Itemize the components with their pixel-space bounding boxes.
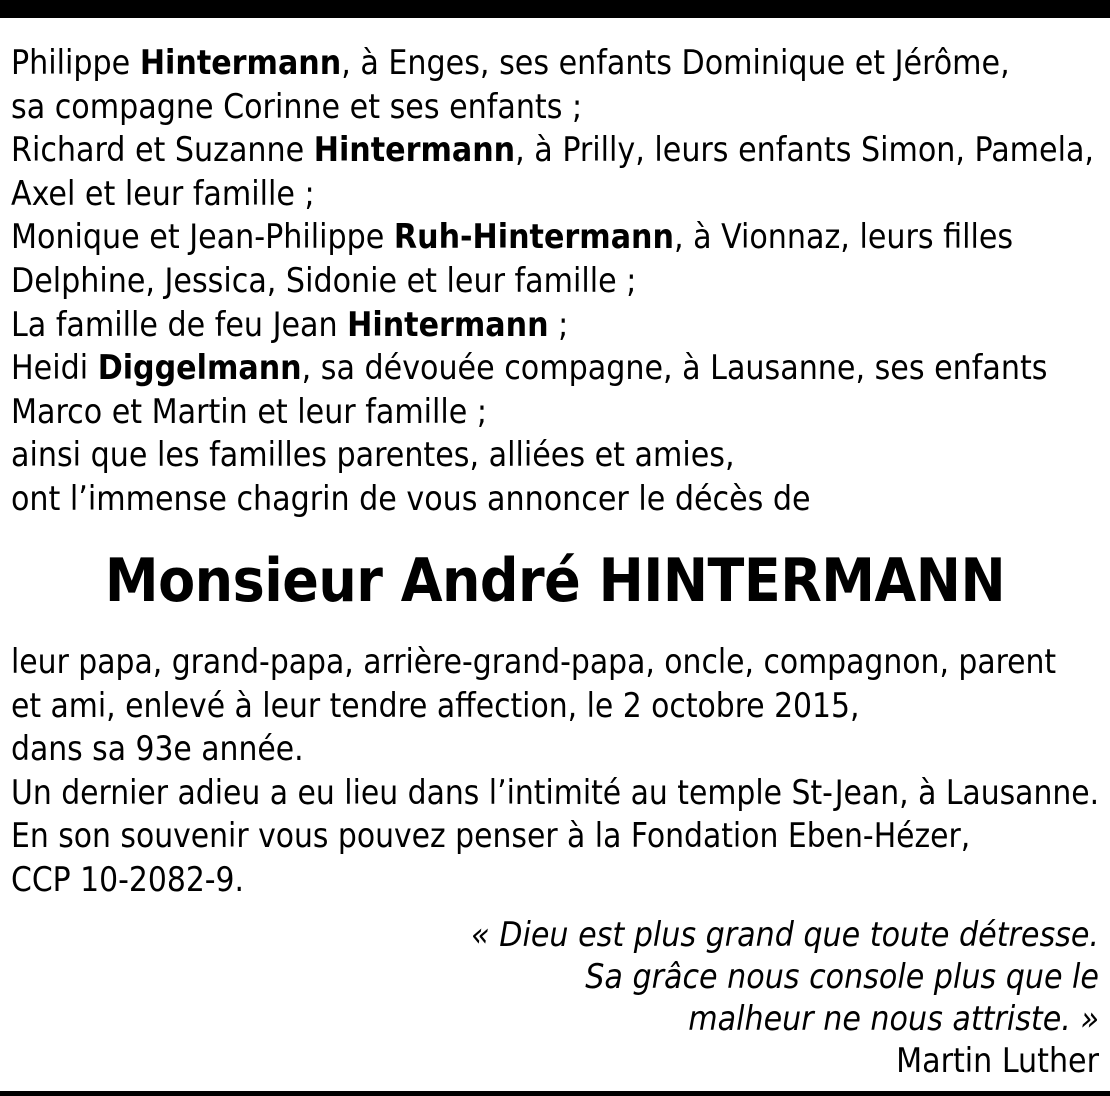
- family-line: Delphine, Jessica, Sidonie et leur famille ;: [11, 260, 637, 300]
- detail-line: dans sa 93e année.: [11, 729, 304, 769]
- family-line: Monique et Jean-Philippe Ruh-Hintermann, à Vionnaz, leurs filles: [11, 217, 1014, 257]
- quote-line: Sa grâce nous console plus que le: [585, 957, 1099, 996]
- family-surname: Ruh-Hintermann: [393, 217, 674, 257]
- family-line: sa compagne Corinne et ses enfants ;: [11, 86, 583, 126]
- family-line: Philippe Hintermann, à Enges, ses enfants Dominique et Jérôme,: [11, 43, 1010, 82]
- quote-block: [471, 914, 1099, 1082]
- detail-line: CCP 10-2082-9.: [11, 859, 245, 899]
- family-surname: Hintermann: [313, 130, 516, 170]
- quote-author: Martin Luther: [896, 1041, 1099, 1080]
- family-surname: Hintermann: [347, 304, 549, 344]
- family-line: Richard et Suzanne Hintermann, à Prilly, leurs enfants Simon, Pamela,: [11, 130, 1094, 170]
- detail-line: leur papa, grand-papa, arrière-grand-papa, oncle, compagnon, parent: [11, 642, 1057, 681]
- quote-line: « Dieu est plus grand que toute détresse.: [471, 915, 1099, 954]
- detail-line: Un dernier adieu a eu lieu dans l’intimité au temple St-Jean, à Lausanne.: [11, 772, 1100, 812]
- deceased-name: Monsieur André HINTERMANN: [104, 546, 1006, 616]
- family-line: ont l’immense chagrin de vous annoncer le décès de: [11, 478, 811, 518]
- family-line: La famille de feu Jean Hintermann ;: [11, 304, 569, 344]
- bottom-rule: [0, 1091, 1110, 1096]
- family-line: ainsi que les familles parentes, alliées et amies,: [11, 435, 735, 475]
- family-surname: Diggelmann: [97, 348, 302, 388]
- detail-line: et ami, enlevé à leur tendre affection, le 2 octobre 2015,: [11, 685, 860, 725]
- detail-line: En son souvenir vous pouvez penser à la Fondation Eben-Hézer,: [11, 816, 971, 856]
- family-line: Marco et Martin et leur famille ;: [11, 391, 488, 431]
- family-surname: Hintermann: [139, 43, 342, 82]
- family-announcement: [11, 41, 1094, 521]
- family-line: Heidi Diggelmann, sa dévouée compagne, à Lausanne, ses enfants: [11, 348, 1048, 388]
- obituary-details: [11, 640, 1099, 902]
- top-rule: [0, 0, 1110, 18]
- quote-line: malheur ne nous attriste. »: [688, 999, 1099, 1038]
- family-line: Axel et leur famille ;: [11, 173, 315, 213]
